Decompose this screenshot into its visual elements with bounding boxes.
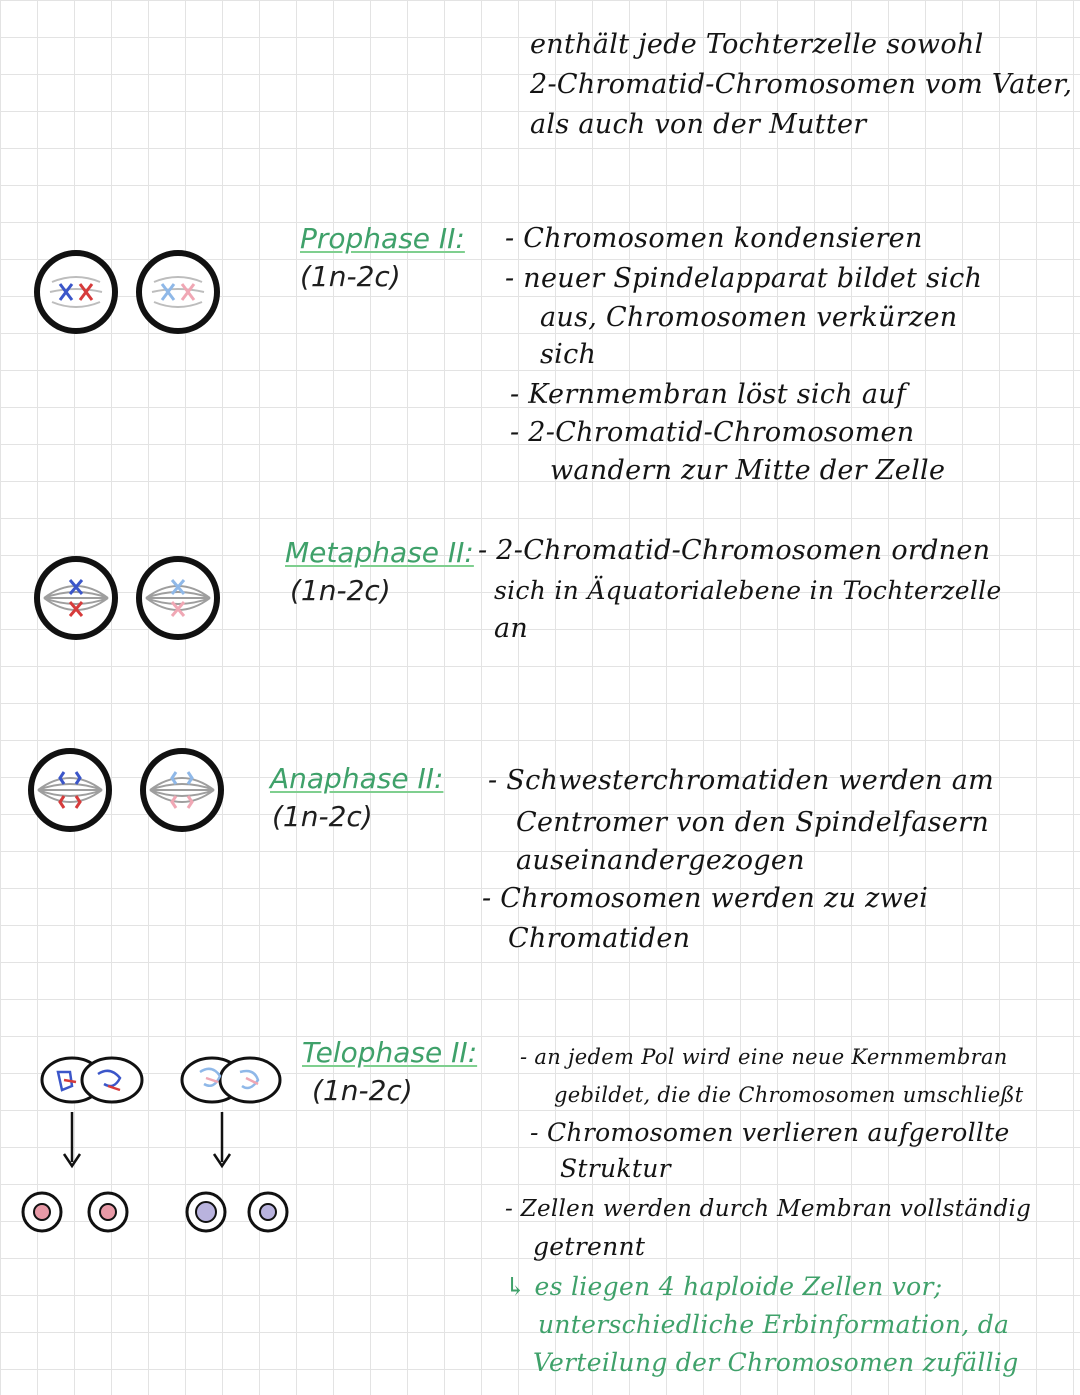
anaphase-line: auseinandergezogen	[516, 845, 805, 876]
telophase-line: Struktur	[560, 1154, 671, 1183]
prophase-line: - Chromosomen kondensieren	[505, 223, 923, 254]
anaphase-line: - Schwesterchromatiden werden am	[488, 765, 995, 796]
anaphase-cell-right	[143, 751, 221, 829]
anaphase-cell-left	[31, 751, 109, 829]
telophase-line: - an jedem Pol wird eine neue Kernmembran	[520, 1045, 1008, 1069]
prophase-line: aus, Chromosomen verkürzen	[540, 302, 958, 333]
prophase-cells-illustration	[32, 250, 232, 340]
telophase-line: - Chromosomen verlieren aufgerollte	[530, 1118, 1010, 1147]
down-arrow-icon	[214, 1112, 230, 1166]
intro-line: enthält jede Tochterzelle sowohl	[530, 29, 984, 60]
daughter-cell	[89, 1193, 127, 1231]
telophase-cell-left	[42, 1058, 142, 1102]
metaphase-line: - 2-Chromatid-Chromosomen ordnen	[478, 535, 991, 566]
anaphase-line: - Chromosomen werden zu zwei	[482, 883, 929, 914]
intro-line: 2-Chromatid-Chromosomen vom Vater,	[530, 69, 1073, 100]
prophase-line: sich	[540, 339, 597, 370]
metaphase-line: an	[494, 613, 529, 644]
prophase-formula: (1n-2c)	[300, 260, 401, 293]
down-arrow-icon	[64, 1112, 80, 1166]
daughter-cell	[249, 1193, 287, 1231]
prophase-title: Prophase II:	[300, 222, 465, 255]
metaphase-line: sich in Äquatorialebene in Tochterzelle	[494, 576, 1002, 605]
metaphase-formula: (1n-2c)	[290, 574, 391, 607]
metaphase-cell-right	[139, 559, 217, 637]
daughter-cell	[23, 1193, 61, 1231]
prophase-line: - Kernmembran löst sich auf	[510, 379, 907, 410]
anaphase-title: Anaphase II:	[270, 762, 444, 795]
telophase-cell-right	[182, 1058, 280, 1102]
telophase-formula: (1n-2c)	[312, 1074, 413, 1107]
anaphase-formula: (1n-2c)	[272, 800, 373, 833]
prophase-line: - 2-Chromatid-Chromosomen	[510, 417, 915, 448]
metaphase-title: Metaphase II:	[285, 536, 474, 569]
conclusion-line: unterschiedliche Erbinformation, da	[538, 1310, 1010, 1339]
conclusion-line: ↳ es liegen 4 haploide Zellen vor;	[505, 1272, 943, 1301]
prophase-line: wandern zur Mitte der Zelle	[550, 455, 946, 486]
telophase-line: - Zellen werden durch Membran vollständig	[505, 1196, 1032, 1222]
prophase-cell-left	[37, 253, 115, 331]
anaphase-cells-illustration	[26, 748, 236, 838]
telophase-cells-illustration	[20, 1050, 300, 1250]
metaphase-cell-left	[37, 559, 115, 637]
metaphase-cells-illustration	[32, 556, 232, 646]
prophase-line: - neuer Spindelapparat bildet sich	[505, 263, 983, 294]
anaphase-line: Chromatiden	[508, 923, 691, 954]
intro-line: als auch von der Mutter	[530, 109, 867, 140]
telophase-line: gebildet, die die Chromosomen umschließt	[554, 1083, 1024, 1107]
daughter-cell	[187, 1193, 225, 1231]
anaphase-line: Centromer von den Spindelfasern	[516, 807, 990, 838]
telophase-title: Telophase II:	[302, 1036, 478, 1069]
conclusion-line: Verteilung der Chromosomen zufällig	[533, 1348, 1019, 1377]
telophase-line: getrennt	[533, 1232, 646, 1261]
prophase-cell-right	[139, 253, 217, 331]
